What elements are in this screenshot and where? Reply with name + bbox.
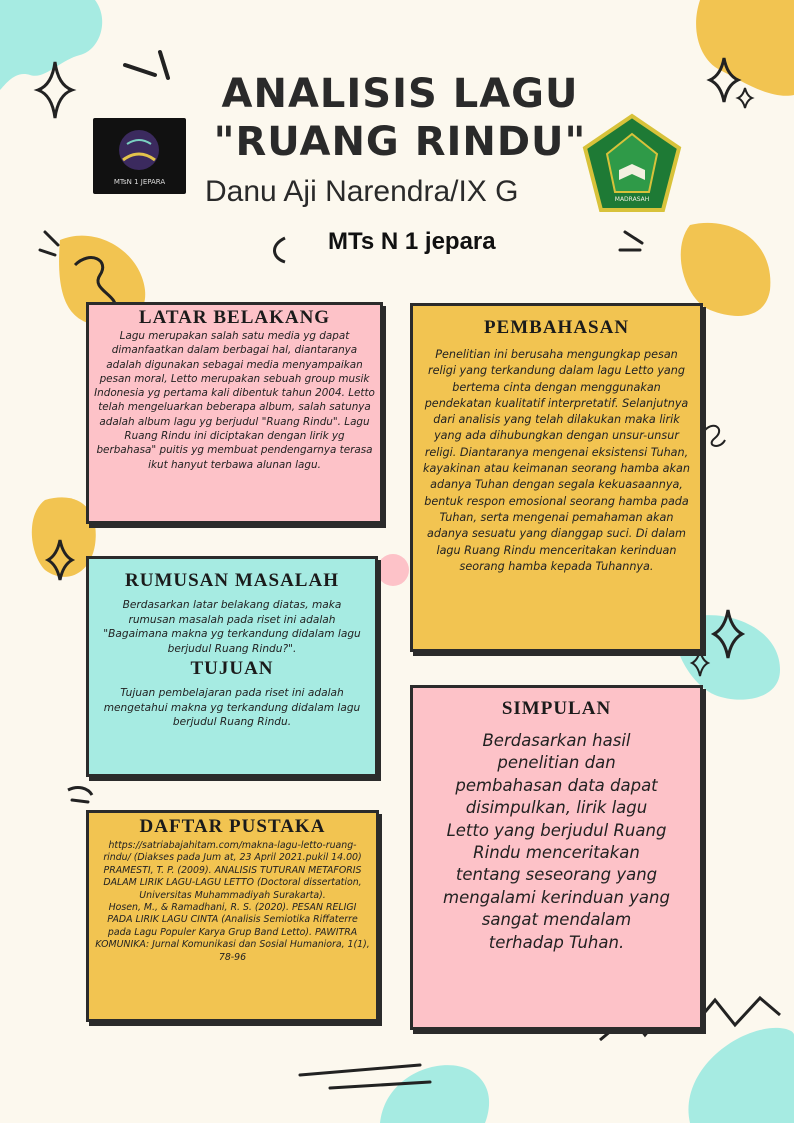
cyan-blob-bottom-right [688, 1028, 794, 1123]
title-line-1: ANALISIS LAGU [221, 71, 579, 117]
page-title [200, 70, 600, 166]
rumusan-masalah-card [86, 556, 378, 777]
daftar-pustaka-ref-1: https://satriabajahitam.com/makna-lagu-letto-ruang-rindu/ (Diakses pada Jum at, 23 April 2021.pukil 14.00) [103, 840, 362, 864]
literacy-logo-text: MTsN 1 JEPARA [113, 178, 166, 186]
dash-left-2 [40, 250, 55, 255]
simpulan-card [410, 685, 703, 1030]
dash-bottom-left-1 [68, 788, 92, 795]
daftar-pustaka-ref-2: PRAMESTI, T. P. (2009). ANALISIS TUTURAN METAFORIS DALAM LIRIK LAGU-LAGU LETTO (Doctoral dissertation, Universitas Muhammadiyah Surakarta). [103, 864, 362, 901]
dash-left-1 [45, 232, 58, 245]
pembahasan-body: Penelitian ini berusaha mengungkap pesan religi yang terkandung dalam lagu Letto yang bertema cinta dengan menggunakan pendekatan kualitatif interpretatif. Selanjutnya dari analisis yang telah dilakukan maka lirik yang ada dihubungkan dengan unsur-unsur religi. Diantaranya mengenai eksistensi Tuhan, kayakinan atau keimanan seorang hamba akan adanya Tuhan dengan segala kekuasaannya, bentuk respon emosional seorang hamba pada Tuhan, serta mengenai pemahaman akan adanya sesuatu yang dianggap suci. Di dalam lagu Ruang Rindu menceritakan kerinduan seorang hamba kepada Tuhannya. [423, 348, 690, 573]
author-name: Danu Aji Narendra/IX G [205, 175, 519, 208]
rumusan-masalah-body: Berdasarkan latar belakang diatas, maka rumusan masalah pada riset ini adalah "Bagaimana makna yg terkandung didalam lagu berjudul Ruang Rindu?". [103, 599, 361, 655]
latar-belakang-body: Lagu merupakan salah satu media yg dapat dimanfaatkan dalam berbagai hal, diantaranya adalah digunakan sebagai media menyampaikan pesan moral, Letto merupakan sebuah group musik Indonesia yg pertama kali dibentuk tahun 2004. Letto telah mengeluarkan beberapa album, salah satunya adalah album lagu yg berjudul "Ruang Rindu". Lagu Ruang Rindu ini diciptakan dengan lirik yg berbahasa" puitis yg membuat pendengarnya terasa ikut hanyut terbawa alunan lagu. [94, 330, 375, 471]
dash-right-1 [625, 232, 642, 243]
stroke-bottom-1 [300, 1065, 420, 1075]
dash-bottom-left-2 [72, 800, 88, 802]
curl-right [705, 426, 725, 446]
pembahasan-heading: PEMBAHASAN [483, 317, 630, 338]
cyan-blob-bottom-middle [380, 1065, 489, 1123]
simpulan-heading: SIMPULAN [501, 698, 612, 719]
pembahasan-card [410, 303, 703, 652]
daftar-pustaka-heading: DAFTAR PUSTAKA [139, 816, 326, 837]
yellow-blob-right [681, 223, 771, 316]
rumusan-masalah-heading: RUMUSAN MASALAH [125, 570, 339, 591]
latar-belakang-card [86, 302, 383, 524]
kemenag-logo [579, 112, 685, 216]
literacy-logo [93, 118, 186, 194]
school-name: MTs N 1 jepara [328, 228, 496, 255]
dash-mark-2 [160, 52, 168, 78]
pink-dot [377, 554, 409, 586]
tujuan-heading: TUJUAN [190, 658, 274, 679]
simpulan-body: Berdasarkan hasil penelitian dan pembahasan data dapat disimpulkan, lirik lagu Letto yang berjudul Ruang Rindu menceritakan tentang seseorang yang mengalami kerinduan yang sangat mendalam terhadap Tuhan. [443, 731, 670, 952]
arc-mark [274, 238, 285, 262]
latar-belakang-heading: LATAR BELAKANG [138, 307, 331, 328]
tujuan-body: Tujuan pembelajaran pada riset ini adalah mengetahui makna yg terkandung didalam lagu berjudul Ruang Rindu. [103, 687, 361, 728]
dash-mark-1 [125, 65, 155, 75]
title-line-2: "RUANG RINDU" [213, 119, 587, 165]
kemenag-logo-text: MADRASAH [614, 196, 650, 203]
daftar-pustaka-ref-3: Hosen, M., & Ramadhani, R. S. (2020). PESAN RELIGI PADA LIRIK LAGU CINTA (Analisis Semiotika Riffaterre pada Lagu Populer Karya Grup Band Letto). PAWITRA KOMUNIKA: Jurnal Komunikasi dan Sosial Humaniora, 1(1), 78-96 [95, 902, 370, 963]
daftar-pustaka-card [86, 810, 379, 1022]
sparkle-top-right-small [738, 88, 752, 108]
